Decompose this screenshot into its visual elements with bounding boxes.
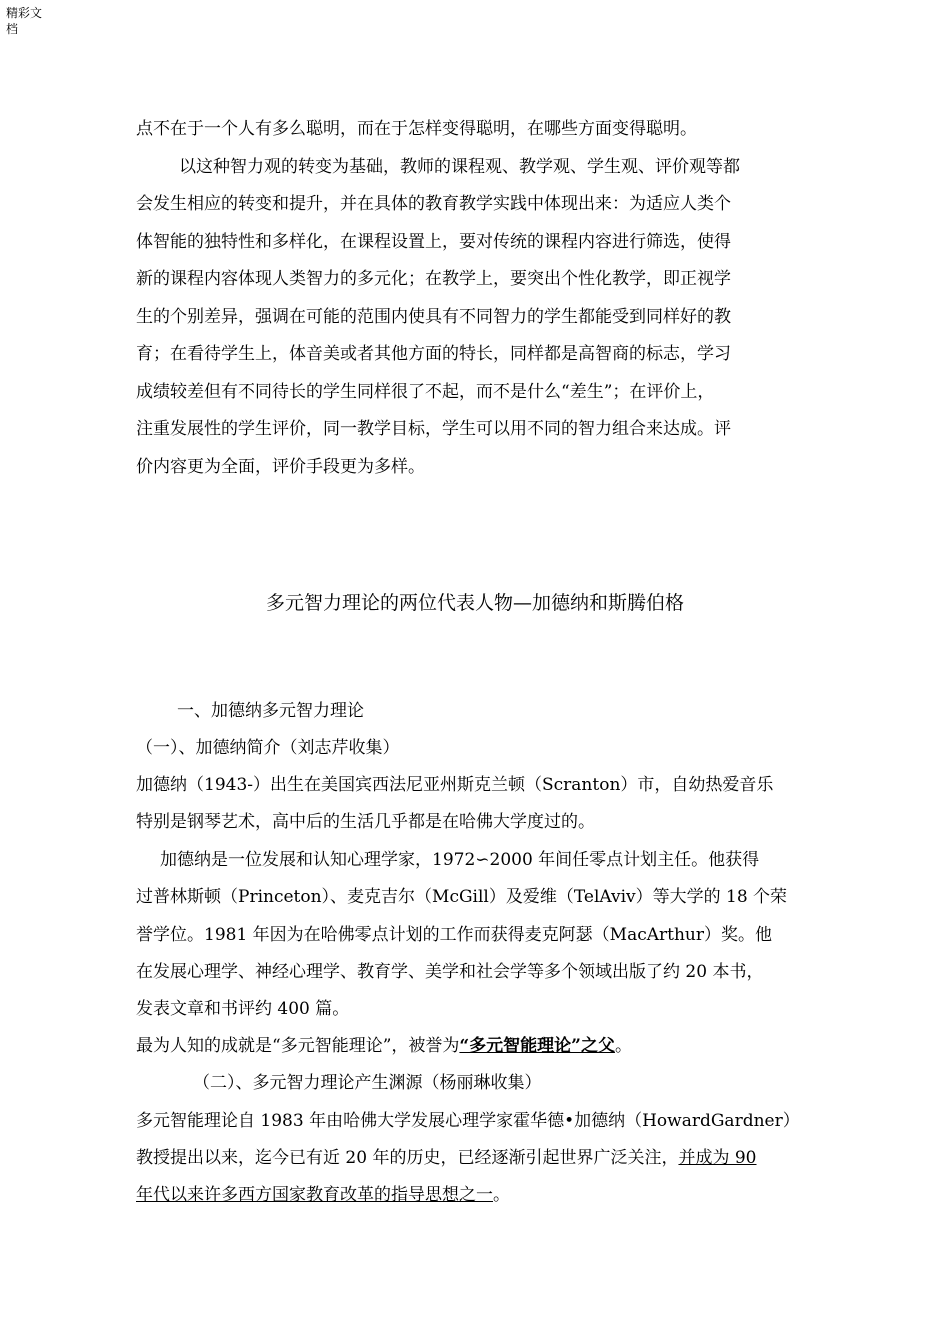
- origin-link[interactable]: 年代以来许多西方国家教育改革的指导思想之一: [136, 1185, 493, 1205]
- paragraph-line: 价内容更为全面，评价手段更为多样。: [136, 457, 425, 477]
- paragraph-line: 注重发展性的学生评价，同一教学目标，学生可以用不同的智力组合来达成。评: [136, 419, 731, 439]
- bio-line: 过普林斯顿（Princeton）、麦克吉尔（McGill）及爱维（TelAviv）等大学的 18 个荣: [136, 887, 788, 907]
- paragraph-line: 育；在看待学生上，体音美或者其他方面的特长，同样都是高智商的标志，学习: [136, 344, 731, 364]
- origin-suffix: 。: [493, 1185, 510, 1205]
- paragraph-line: 以这种智力观的转变为基础，教师的课程观、教学观、学生观、评价观等都: [179, 157, 740, 177]
- subsection-heading: （二）、多元智力理论产生渊源（杨丽琳收集）: [193, 1073, 542, 1093]
- paragraph-line: 新的课程内容体现人类智力的多元化；在教学上，要突出个性化教学，即正视学: [136, 269, 731, 289]
- origin-line: 多元智能理论自 1983 年由哈佛大学发展心理学家霍华德•加德纳（HowardGardner）: [136, 1111, 800, 1131]
- bio-line: 特别是钢琴艺术，高中后的生活几乎都是在哈佛大学度过的。: [136, 812, 595, 832]
- fame-suffix: 。: [614, 1036, 632, 1056]
- fame-link[interactable]: “多元智能理论”之父: [459, 1036, 615, 1056]
- paragraph-line: 成绩较差但有不同待长的学生同样很了不起，而不是什么“差生”；在评价上，: [136, 382, 715, 402]
- origin-text: 教授提出以来，迄今已有近 20 年的历史，已经逐渐引起世界广泛关注，: [136, 1148, 679, 1168]
- paragraph-line: 点不在于一个人有多么聪明，而在于怎样变得聪明，在哪些方面变得聪明。: [136, 119, 697, 139]
- bio-line: 加德纳是一位发展和认知心理学家，1972∽2000 年间任零点计划主任。他获得: [160, 850, 760, 870]
- bio-line: 加德纳（1943-）出生在美国宾西法尼亚州斯克兰顿（Scranton）市，自幼热爱音乐: [136, 775, 774, 795]
- paragraph-line: 体智能的独特性和多样化，在课程设置上，要对传统的课程内容进行筛选，使得: [136, 232, 731, 252]
- bio-line: 发表文章和书评约 400 篇。: [136, 999, 350, 1019]
- origin-link[interactable]: 并成为 90: [678, 1148, 757, 1168]
- section-heading: 一、加德纳多元智力理论: [177, 701, 364, 721]
- origin-line: [136, 1146, 757, 1170]
- bio-line: 在发展心理学、神经心理学、教育学、美学和社会学等多个领域出版了约 20 本书，: [136, 962, 764, 982]
- paragraph-line: 生的个别差异，强调在可能的范围内使具有不同智力的学生都能受到同样好的教: [136, 307, 731, 327]
- subsection-heading: （一）、加德纳简介（刘志芹收集）: [136, 738, 400, 758]
- document-title: 多元智力理论的两位代表人物—加德纳和斯腾伯格: [265, 592, 684, 614]
- paragraph-line: 会发生相应的转变和提升，并在具体的教育教学实践中体现出来：为适应人类个: [136, 194, 731, 214]
- fame-line: [136, 1034, 632, 1058]
- origin-line: [136, 1183, 510, 1207]
- header-label: 精彩文档: [6, 6, 43, 36]
- bio-line: 誉学位。1981 年因为在哈佛零点计划的工作而获得麦克阿瑟（MacArthur）奖。他: [136, 925, 772, 945]
- fame-prefix: 最为人知的成就是“多元智能理论”，被誉为: [136, 1036, 460, 1056]
